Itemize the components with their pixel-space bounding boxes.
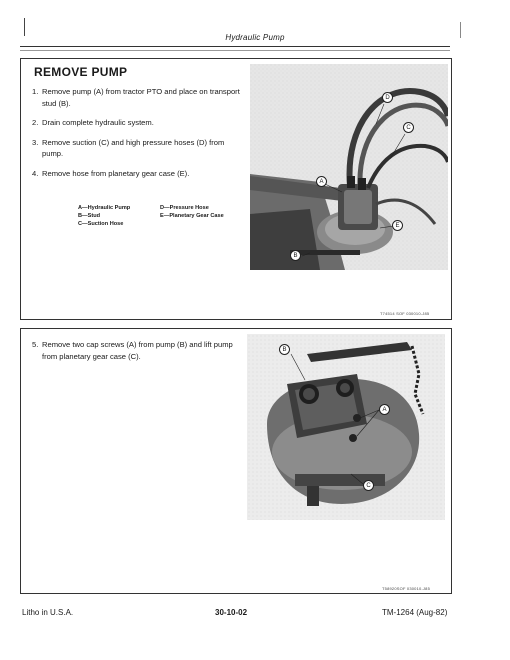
step-text: Remove suction (C) and high pressure hoses (D) from pump. — [42, 137, 225, 158]
photo-reference-code: T58920SOF 030010-J85 — [382, 586, 431, 591]
footer-left: Litho in U.S.A. — [22, 608, 74, 617]
step-text: Drain complete hydraulic system. — [42, 118, 154, 127]
footer-right: TM-1264 (Aug-82) — [382, 608, 448, 617]
legend-item: C—Suction Hose — [78, 221, 124, 227]
callout-c: C — [363, 480, 374, 491]
header-rule — [20, 46, 450, 47]
pump-removal-illustration — [247, 334, 445, 520]
step-item — [32, 168, 246, 180]
step-item — [32, 86, 246, 109]
callout-b: B — [279, 344, 290, 355]
step-number: 4. — [32, 168, 39, 178]
step-item — [32, 137, 246, 160]
legend-item: A—Hydraulic Pump — [78, 205, 131, 211]
step-text: Remove two cap screws (A) from pump (B) and lift pump from planetary gear case (C). — [42, 340, 233, 361]
header-rule-secondary — [20, 50, 450, 51]
pump-hoses-illustration — [250, 64, 448, 270]
page-header-title: Hydraulic Pump — [225, 33, 285, 42]
callout-c: C — [403, 122, 414, 133]
callout-e: E — [392, 220, 403, 231]
legend-item: B—Stud — [78, 213, 101, 219]
step-text: Remove pump (A) from tractor PTO and place on transport stud (B). — [42, 87, 240, 108]
parts-legend — [78, 204, 248, 234]
legend-item: D—Pressure Hose — [160, 205, 209, 211]
step-number: 1. — [32, 87, 39, 96]
callout-a: A — [316, 176, 327, 187]
step-item — [32, 339, 246, 362]
step-number: 3. — [32, 137, 39, 147]
step-text: Remove hose from planetary gear case (E). — [42, 168, 190, 178]
callout-b: B — [290, 250, 301, 261]
photo-reference-code: T74514 SOF 030010-J85 — [380, 311, 430, 316]
photo-pump-removal — [247, 334, 445, 520]
callout-d: D — [382, 92, 393, 103]
step-item — [32, 117, 246, 129]
callout-a: A — [379, 404, 390, 415]
photo-pump-hoses — [250, 64, 448, 270]
step-number: 2. — [32, 118, 39, 127]
legend-item: E—Planetary Gear Case — [160, 213, 224, 219]
footer-page-number: 30-10-02 — [215, 608, 248, 617]
step-list — [32, 86, 246, 187]
section-heading: REMOVE PUMP — [34, 65, 128, 79]
step-list-2 — [32, 339, 246, 370]
step-number: 5. — [32, 340, 39, 349]
